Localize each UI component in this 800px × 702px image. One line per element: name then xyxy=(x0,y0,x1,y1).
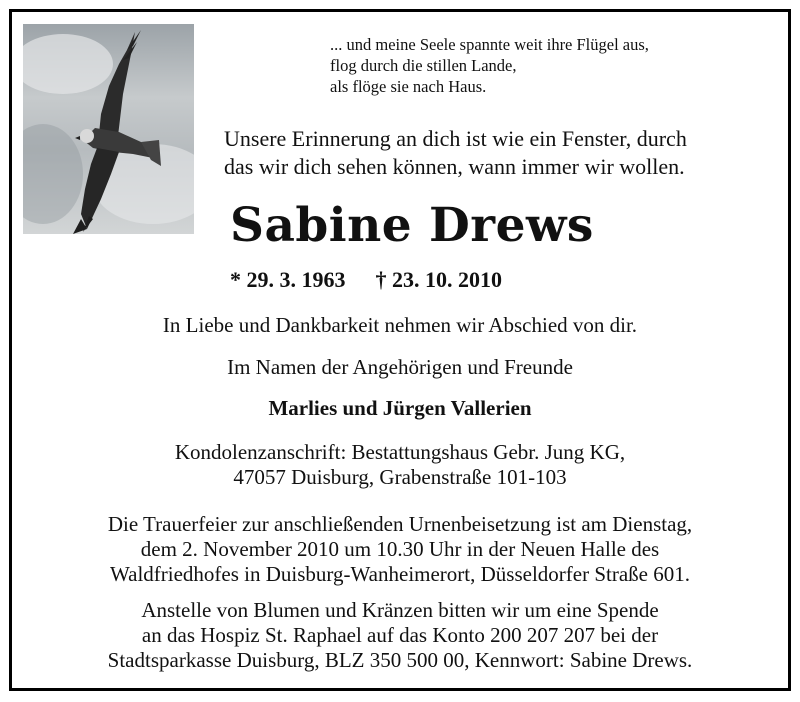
donation-line: an das Hospiz St. Raphael auf das Konto 200 207 207 bei der xyxy=(141,623,659,647)
ceremony-line: dem 2. November 2010 um 10.30 Uhr in der Neuen Halle des xyxy=(140,537,660,561)
donation-line: Stadtsparkasse Duisburg, BLZ 350 500 00, Kennwort: Sabine Drews. xyxy=(107,648,693,672)
farewell-text: In Liebe und Dankbarkeit nehmen wir Abschied von dir. xyxy=(162,313,638,337)
memory-line: Unsere Erinnerung an dich ist wie ein Fenster, durch xyxy=(224,126,687,151)
deceased-name: Sabine Drews xyxy=(230,198,594,253)
condolence-line: 47057 Duisburg, Grabenstraße 101-103 xyxy=(233,465,567,489)
donation-line: Anstelle von Blumen und Kränzen bitten wir um eine Spende xyxy=(141,598,659,622)
condolence-line: Kondolenzanschrift: Bestattungshaus Gebr. Jung KG, xyxy=(174,440,626,464)
condolence-address xyxy=(12,440,788,490)
bird-photo xyxy=(23,24,194,234)
mourner-names: Marlies und Jürgen Vallerien xyxy=(268,396,532,420)
poem-quote xyxy=(330,34,649,97)
ceremony-line: Waldfriedhofes in Duisburg-Wanheimerort, Düsseldorfer Straße 601. xyxy=(110,562,690,586)
quote-line: flog durch die stillen Lande, xyxy=(330,56,517,75)
bird-icon xyxy=(23,24,194,234)
death-date: † 23. 10. 2010 xyxy=(375,267,502,292)
birth-date: * 29. 3. 1963 xyxy=(230,267,346,292)
ceremony-line: Die Trauerfeier zur anschließenden Urnenbeisetzung ist am Dienstag, xyxy=(107,512,693,536)
behalf-text: Im Namen der Angehörigen und Freunde xyxy=(227,355,573,379)
obituary-notice xyxy=(9,9,791,691)
quote-line: ... und meine Seele spannte weit ihre Flügel aus, xyxy=(330,35,649,54)
ceremony-info xyxy=(12,512,788,587)
memory-verse xyxy=(224,125,687,181)
quote-line: als flöge sie nach Haus. xyxy=(330,77,487,96)
life-dates xyxy=(230,267,502,293)
memory-line: das wir dich sehen können, wann immer wir wollen. xyxy=(224,154,685,179)
donation-info xyxy=(12,598,788,673)
